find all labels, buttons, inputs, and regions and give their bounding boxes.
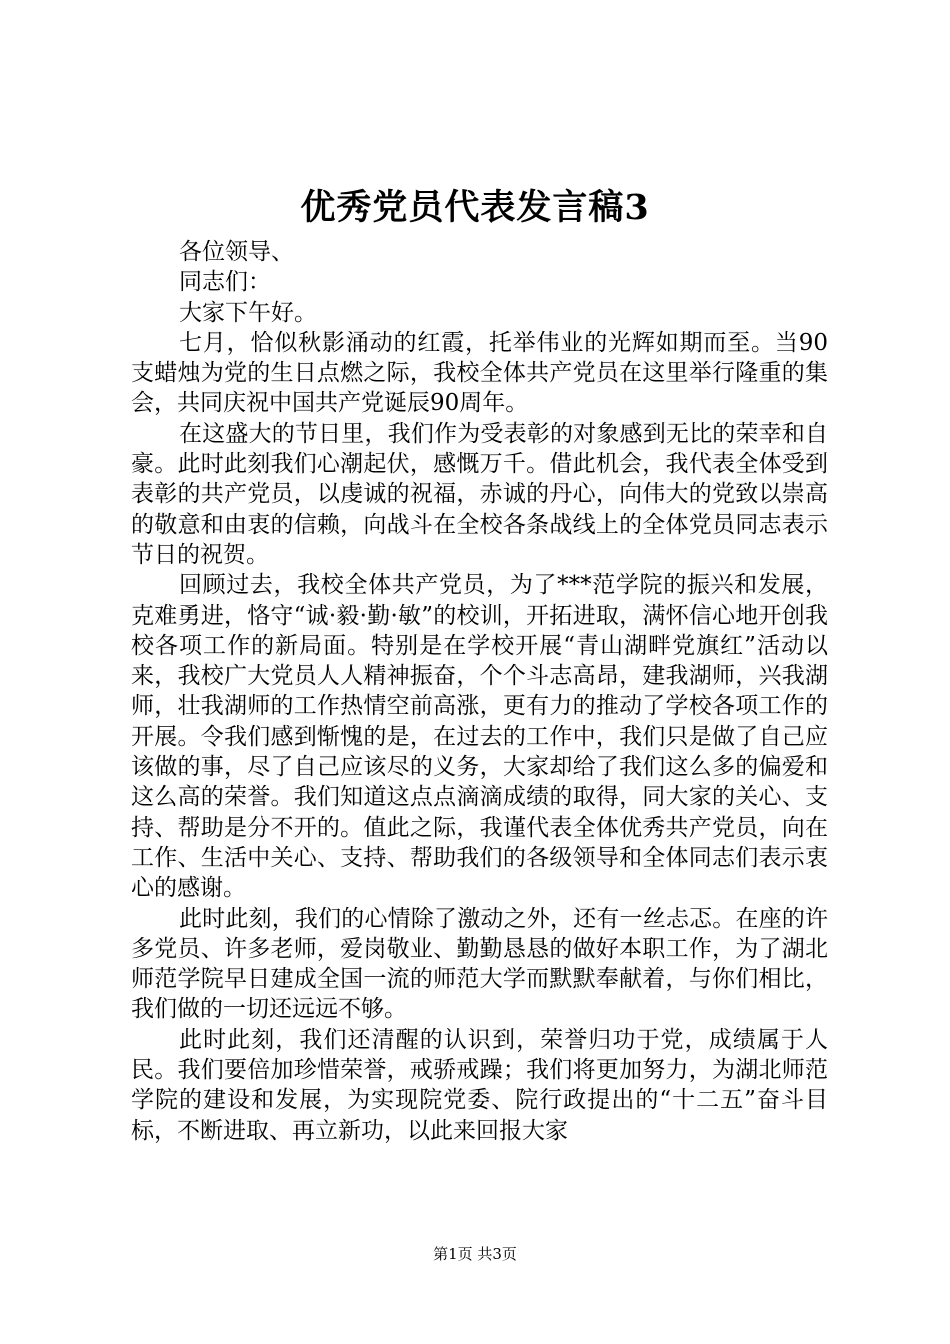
document-title: 优秀党员代表发言稿3	[300, 187, 650, 228]
page-number-footer: 第1页 共3页	[433, 1245, 517, 1263]
body-paragraph: 此时此刻，我们还清醒的认识到，荣誉归功于党，成绩属于人民。我们要倍加珍惜荣誉，戒骄戒躁；我们将更加努力，为湖北师范学院的建设和发展，为实现院党委、院行政提出的“十二五”奋斗目标，不断进取、再立新功，以此来回报大家	[131, 1026, 828, 1144]
document-body	[131, 237, 828, 1146]
body-paragraph: 此时此刻，我们的心情除了激动之外，还有一丝忐忑。在座的许多党员、许多老师，爱岗敬业、勤勤恳恳的做好本职工作，为了湖北师范学院早日建成全国一流的师范大学而默默奉献着，与你们相比，我们做的一切还远远不够。	[131, 905, 828, 1023]
greeting-line: 同志们：	[179, 269, 271, 296]
greeting-line: 大家下午好。	[179, 299, 317, 326]
body-paragraph: 在这盛大的节日里，我们作为受表彰的对象感到无比的荣幸和自豪。此时此刻我们心潮起伏，感慨万千。借此机会，我代表全体受到表彰的共产党员，以虔诚的祝福，赤诚的丹心，向伟大的党致以崇高的敬意和由衷的信赖，向战斗在全校各条战线上的全体党员同志表示节日的祝贺。	[131, 420, 828, 568]
body-paragraph: 七月，恰似秋影涌动的红霞，托举伟业的光辉如期而至。当90支蜡烛为党的生日点燃之际，我校全体共产党员在这里举行隆重的集会，共同庆祝中国共产党诞辰90周年。	[131, 329, 828, 417]
body-paragraph: 回顾过去，我校全体共产党员，为了***范学院的振兴和发展，克难勇进，恪守“诚·毅·勤·敏”的校训，开拓进取，满怀信心地开创我校各项工作的新局面。特别是在学校开展“青山湖畔党旗红”活动以来，我校广大党员人人精神振奋，个个斗志高昂，建我湖师，兴我湖师，壮我湖师的工作热情空前高涨，更有力的推动了学校各项工作的开展。令我们感到惭愧的是，在过去的工作中，我们只是做了自己应该做的事，尽了自己应该尽的义务，大家却给了我们这么多的偏爱和这么高的荣誉。我们知道这点点滴滴成绩的取得，同大家的关心、支持、帮助是分不开的。值此之际，我谨代表全体优秀共产党员，向在工作、生活中关心、支持、帮助我们的各级领导和全体同志们表示衷心的感谢。	[131, 572, 828, 902]
greeting-line: 各位领导、	[179, 239, 294, 265]
